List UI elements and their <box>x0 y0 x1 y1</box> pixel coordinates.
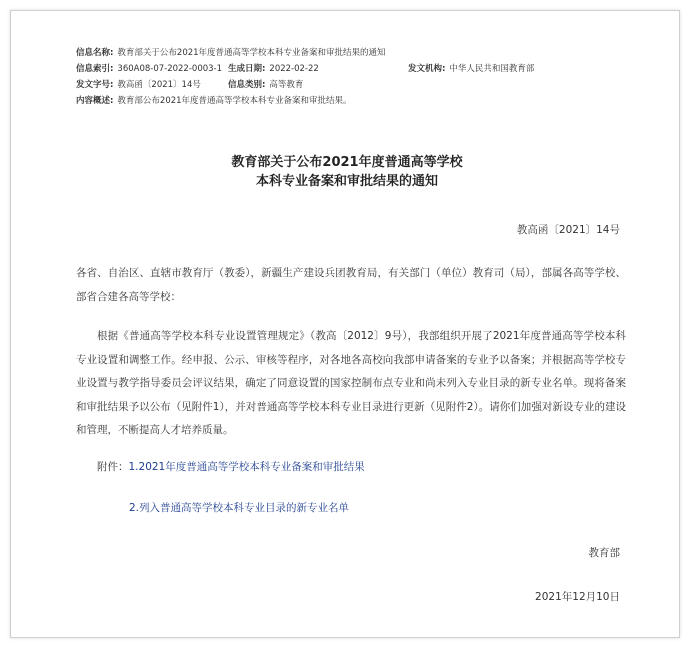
attachment-2-row <box>129 500 349 516</box>
issuer-value: 中华人民共和国教育部 <box>449 64 535 74</box>
info-name-value: 教育部关于公布2021年度普通高等学校本科专业备案和审批结果的通知 <box>117 48 386 58</box>
addressee: 各省、自治区、直辖市教育厅（教委），新疆生产建设兵团教育局，有关部门（单位）教育司（局），部属各高等学校、部省合建各高等学校： <box>76 267 626 303</box>
gen-date-value: 2022-02-22 <box>269 64 319 74</box>
attachment-1-row <box>97 459 365 475</box>
document-title <box>0 153 694 191</box>
gen-date-label: 生成日期: <box>228 64 266 74</box>
meta-row-docno <box>76 77 636 93</box>
summary-value: 教育部公布2021年度普通高等学校本科专业备案和审批结果。 <box>117 96 352 106</box>
meta-row-name <box>76 45 636 61</box>
index-label: 信息索引: <box>76 64 114 74</box>
signing-date: 2021年12月10日 <box>535 591 620 603</box>
category-label: 信息类别: <box>228 80 266 90</box>
attachment-2-link[interactable]: 2.列入普通高等学校本科专业目录的新专业名单 <box>129 502 350 514</box>
attachment-1-link[interactable]: 1.2021年度普通高等学校本科专业备案和审批结果 <box>128 461 365 473</box>
issuer-label: 发文机构: <box>408 64 446 74</box>
title-line-2: 本科专业备案和审批结果的通知 <box>255 174 438 189</box>
summary-label: 内容概述: <box>76 96 114 106</box>
meta-row-summary <box>76 93 636 109</box>
doc-no-value: 教高函〔2021〕14号 <box>117 80 201 90</box>
doc-no-label: 发文字号: <box>76 80 114 90</box>
category-value: 高等教育 <box>269 80 304 90</box>
title-line-1: 教育部关于公布2021年度普通高等学校 <box>231 155 463 170</box>
index-value: 360A08-07-2022-0003-1 <box>117 64 223 74</box>
body-paragraph: 根据《普通高等学校本科专业设置管理规定》（教高〔2012〕9号），我部组织开展了2021年度普通高等学校本科专业设置和调整工作。经申报、公示、审核等程序，对各地各高校向我部申请备案的专业予以备案；并根据高等学校专业设置与教学指导委员会评议结果，确定了同意设置的国家控制布点专业和尚未列入专业目录的新专业名单。现将备案和审批结果予以公布（见附件1），并对普通高等学校本科专业目录进行更新（见附件2）。请你们加强对新设专业的建设和管理，不断提高人才培养质量。 <box>76 330 626 436</box>
meta-row-index <box>76 61 636 77</box>
signer: 教育部 <box>588 547 620 559</box>
attachments-label: 附件： <box>97 461 129 473</box>
metadata-panel <box>76 45 636 109</box>
document-number: 教高函〔2021〕14号 <box>516 224 620 236</box>
info-name-label: 信息名称: <box>76 48 114 58</box>
